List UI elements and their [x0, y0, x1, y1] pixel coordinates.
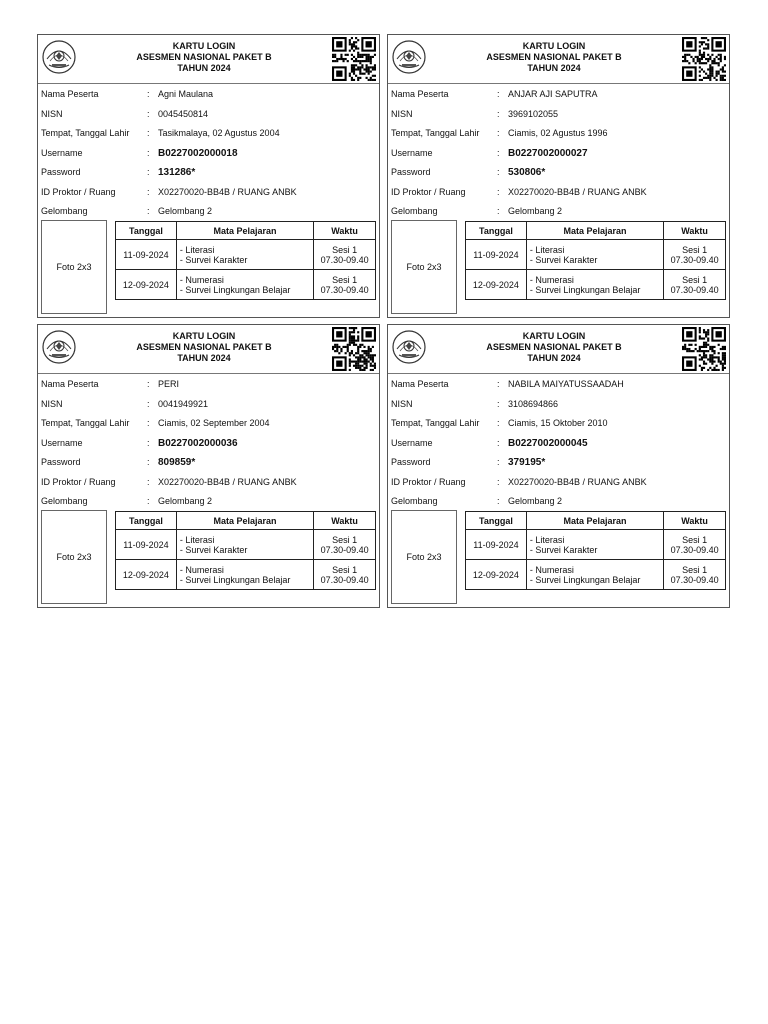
field-label: Tempat, Tanggal Lahir [41, 418, 130, 428]
field-value-wave: Gelombang 2 [508, 206, 563, 216]
login-card [37, 34, 380, 318]
subject-line: - Literasi [179, 244, 215, 255]
field-colon: : [147, 398, 150, 409]
subject-line: - Numerasi [529, 564, 574, 575]
field-value-nisn: 0045450814 [158, 108, 209, 119]
title-line: KARTU LOGIN [172, 41, 236, 51]
field-wave [391, 202, 727, 222]
field-value-password: 379195* [508, 457, 546, 468]
schedule-row [466, 270, 726, 300]
photo-placeholder [41, 510, 107, 604]
subject-line: - Numerasi [179, 564, 224, 575]
field-wave [41, 202, 377, 222]
field-username [391, 144, 727, 164]
schedule-row [116, 530, 376, 560]
field-value-wave: Gelombang 2 [508, 496, 563, 506]
field-value-name: PERI [158, 379, 180, 389]
field-colon: : [147, 108, 150, 119]
field-value-password: 131286* [158, 167, 196, 178]
tut-wuri-handayani-logo-icon [41, 329, 77, 365]
field-colon: : [497, 186, 500, 197]
field-label: Nama Peserta [391, 89, 449, 99]
title-line: ASESMEN NASIONAL PAKET B [486, 342, 622, 352]
subject-line: - Survei Karakter [179, 254, 248, 265]
time-line: 07.30-09.40 [670, 574, 719, 585]
photo-label: Foto 2x3 [406, 262, 442, 272]
qr-code-icon [682, 37, 726, 81]
field-value-password: 809859* [158, 457, 196, 468]
time-line: 07.30-09.40 [320, 254, 369, 265]
schedule-date: 12-09-2024 [466, 270, 527, 300]
field-username [41, 144, 377, 164]
field-value-wave: Gelombang 2 [158, 496, 213, 506]
schedule-header-row [466, 222, 726, 240]
field-nisn [41, 395, 377, 415]
card-header [388, 325, 729, 374]
field-value-birth: Ciamis, 02 Agustus 1996 [508, 128, 608, 138]
participant-fields [41, 85, 377, 222]
schedule-time [314, 270, 376, 300]
photo-placeholder [391, 220, 457, 314]
field-value-nisn: 3969102055 [508, 108, 559, 119]
field-colon: : [147, 379, 150, 389]
schedule-time [664, 560, 726, 590]
login-card [387, 324, 730, 608]
field-value-nisn: 0041949921 [158, 398, 209, 409]
card-header [388, 35, 729, 84]
title-line: TAHUN 2024 [527, 353, 581, 363]
card-header [38, 35, 379, 84]
schedule-header: Tanggal [116, 222, 177, 240]
field-value-proctor: X02270020-BB4B / RUANG ANBK [158, 186, 297, 197]
schedule-subjects [526, 270, 663, 300]
schedule-header: Mata Pelajaran [176, 222, 313, 240]
field-colon: : [497, 167, 500, 177]
schedule-header: Tanggal [466, 222, 527, 240]
field-value-password: 530806* [508, 167, 546, 178]
field-label: Password [41, 457, 81, 467]
field-label: NISN [391, 108, 413, 119]
schedule-time [664, 530, 726, 560]
schedule-time [314, 240, 376, 270]
subject-line: - Numerasi [529, 274, 574, 285]
field-label: Gelombang [41, 496, 88, 506]
schedule-row [466, 530, 726, 560]
tut-wuri-handayani-logo-icon [391, 329, 427, 365]
field-birth [391, 124, 727, 144]
title-line: TAHUN 2024 [177, 63, 231, 73]
schedule-header: Waktu [314, 512, 376, 530]
schedule-table [465, 221, 726, 300]
schedule-date: 11-09-2024 [466, 240, 527, 270]
field-label: Username [41, 147, 83, 158]
schedule-subjects [176, 270, 313, 300]
schedule-time [314, 560, 376, 590]
card-header [38, 325, 379, 374]
field-birth [391, 414, 727, 434]
field-colon: : [497, 457, 500, 467]
field-value-wave: Gelombang 2 [158, 206, 213, 216]
field-label: NISN [41, 398, 63, 409]
field-name [41, 85, 377, 105]
title-line: KARTU LOGIN [172, 331, 236, 341]
field-colon: : [147, 89, 150, 99]
field-label: NISN [391, 398, 413, 409]
participant-fields [41, 375, 377, 512]
schedule-header: Tanggal [116, 512, 177, 530]
title-line: KARTU LOGIN [522, 331, 586, 341]
schedule-time [664, 240, 726, 270]
card-title [448, 331, 660, 364]
field-colon: : [497, 206, 500, 216]
subject-line: - Survei Karakter [529, 254, 598, 265]
card-title [448, 41, 660, 74]
field-birth [41, 414, 377, 434]
schedule-row [466, 240, 726, 270]
schedule-header-row [116, 222, 376, 240]
schedule-subjects [176, 530, 313, 560]
field-value-username: B0227002000045 [508, 437, 588, 449]
schedule-date: 11-09-2024 [116, 240, 177, 270]
field-label: Nama Peserta [41, 89, 99, 99]
time-line: Sesi 1 [332, 534, 358, 545]
time-line: Sesi 1 [332, 244, 358, 255]
field-value-proctor: X02270020-BB4B / RUANG ANBK [158, 476, 297, 487]
card-title [98, 331, 310, 364]
field-colon: : [147, 418, 150, 428]
schedule-header: Mata Pelajaran [176, 512, 313, 530]
field-proctor [41, 183, 377, 203]
field-colon: : [497, 128, 500, 138]
login-card [37, 324, 380, 608]
subject-line: - Survei Karakter [179, 544, 248, 555]
schedule-header: Waktu [314, 222, 376, 240]
field-colon: : [147, 476, 150, 487]
field-colon: : [147, 147, 150, 158]
title-line: KARTU LOGIN [522, 41, 586, 51]
schedule-date: 11-09-2024 [116, 530, 177, 560]
time-line: Sesi 1 [332, 564, 358, 575]
schedule-row [116, 270, 376, 300]
participant-fields [391, 375, 727, 512]
field-name [391, 85, 727, 105]
field-colon: : [497, 398, 500, 409]
field-value-birth: Tasikmalaya, 02 Agustus 2004 [158, 128, 280, 138]
subject-line: - Survei Lingkungan Belajar [529, 284, 641, 295]
field-value-birth: Ciamis, 02 September 2004 [158, 418, 270, 428]
field-wave [41, 492, 377, 512]
field-label: NISN [41, 108, 63, 119]
photo-placeholder [41, 220, 107, 314]
photo-label: Foto 2x3 [406, 552, 442, 562]
participant-fields [391, 85, 727, 222]
field-nisn [391, 105, 727, 125]
field-colon: : [147, 496, 150, 506]
field-label: Tempat, Tanggal Lahir [391, 418, 480, 428]
field-value-birth: Ciamis, 15 Oktober 2010 [508, 418, 608, 428]
time-line: 07.30-09.40 [670, 254, 719, 265]
field-colon: : [497, 476, 500, 487]
field-colon: : [497, 437, 500, 448]
photo-placeholder [391, 510, 457, 604]
schedule-date: 11-09-2024 [466, 530, 527, 560]
field-label: Username [391, 147, 433, 158]
schedule-date: 12-09-2024 [116, 270, 177, 300]
title-line: TAHUN 2024 [177, 353, 231, 363]
field-colon: : [497, 108, 500, 119]
field-username [391, 434, 727, 454]
field-value-username: B0227002000018 [158, 147, 238, 159]
field-colon: : [497, 418, 500, 428]
tut-wuri-handayani-logo-icon [391, 39, 427, 75]
time-line: 07.30-09.40 [320, 544, 369, 555]
schedule-header: Waktu [664, 222, 726, 240]
login-card [387, 34, 730, 318]
tut-wuri-handayani-logo-icon [41, 39, 77, 75]
field-value-name: NABILA MAIYATUSSAADAH [508, 379, 624, 389]
schedule-header-row [466, 512, 726, 530]
field-username [41, 434, 377, 454]
field-label: ID Proktor / Ruang [41, 186, 116, 197]
schedule-table [115, 221, 376, 300]
schedule-header: Waktu [664, 512, 726, 530]
field-label: Password [391, 167, 431, 177]
title-line: ASESMEN NASIONAL PAKET B [486, 52, 622, 62]
subject-line: - Literasi [529, 534, 565, 545]
qr-code-icon [332, 37, 376, 81]
qr-code-icon [682, 327, 726, 371]
field-label: ID Proktor / Ruang [391, 186, 466, 197]
field-password [41, 453, 377, 473]
field-colon: : [147, 457, 150, 467]
time-line: Sesi 1 [682, 274, 708, 285]
field-value-nisn: 3108694866 [508, 398, 559, 409]
field-label: Password [391, 457, 431, 467]
schedule-subjects [526, 530, 663, 560]
field-label: Password [41, 167, 81, 177]
field-colon: : [497, 89, 500, 99]
field-value-username: B0227002000036 [158, 437, 238, 449]
schedule-header: Tanggal [466, 512, 527, 530]
time-line: Sesi 1 [332, 274, 358, 285]
field-label: ID Proktor / Ruang [391, 476, 466, 487]
field-colon: : [147, 128, 150, 138]
field-colon: : [497, 147, 500, 158]
schedule-row [116, 560, 376, 590]
subject-line: - Literasi [529, 244, 565, 255]
subject-line: - Literasi [179, 534, 215, 545]
field-password [41, 163, 377, 183]
schedule-header-row [116, 512, 376, 530]
field-colon: : [497, 496, 500, 506]
subject-line: - Survei Karakter [529, 544, 598, 555]
title-line: ASESMEN NASIONAL PAKET B [136, 342, 272, 352]
title-line: TAHUN 2024 [527, 63, 581, 73]
schedule-table [465, 511, 726, 590]
schedule-header: Mata Pelajaran [526, 512, 663, 530]
field-name [391, 375, 727, 395]
schedule-subjects [526, 240, 663, 270]
schedule-table [115, 511, 376, 590]
schedule-subjects [176, 560, 313, 590]
field-label: Nama Peserta [41, 379, 99, 389]
time-line: Sesi 1 [682, 564, 708, 575]
field-label: ID Proktor / Ruang [41, 476, 116, 487]
field-wave [391, 492, 727, 512]
field-label: Gelombang [391, 496, 438, 506]
schedule-subjects [176, 240, 313, 270]
time-line: 07.30-09.40 [320, 574, 369, 585]
field-password [391, 453, 727, 473]
field-colon: : [147, 167, 150, 177]
field-proctor [391, 183, 727, 203]
field-label: Tempat, Tanggal Lahir [41, 128, 130, 138]
time-line: Sesi 1 [682, 534, 708, 545]
time-line: 07.30-09.40 [320, 284, 369, 295]
schedule-header: Mata Pelajaran [526, 222, 663, 240]
schedule-row [116, 240, 376, 270]
subject-line: - Numerasi [179, 274, 224, 285]
title-line: ASESMEN NASIONAL PAKET B [136, 52, 272, 62]
field-value-name: ANJAR AJI SAPUTRA [508, 89, 598, 99]
field-colon: : [147, 206, 150, 216]
time-line: 07.30-09.40 [670, 544, 719, 555]
field-colon: : [147, 437, 150, 448]
field-nisn [41, 105, 377, 125]
photo-label: Foto 2x3 [56, 552, 92, 562]
subject-line: - Survei Lingkungan Belajar [529, 574, 641, 585]
field-colon: : [147, 186, 150, 197]
field-label: Gelombang [391, 206, 438, 216]
schedule-date: 12-09-2024 [116, 560, 177, 590]
field-name [41, 375, 377, 395]
field-value-name: Agni Maulana [158, 89, 214, 99]
subject-line: - Survei Lingkungan Belajar [179, 574, 291, 585]
field-proctor [41, 473, 377, 493]
field-label: Username [391, 437, 433, 448]
schedule-time [314, 530, 376, 560]
field-value-proctor: X02270020-BB4B / RUANG ANBK [508, 186, 647, 197]
subject-line: - Survei Lingkungan Belajar [179, 284, 291, 295]
field-label: Username [41, 437, 83, 448]
schedule-date: 12-09-2024 [466, 560, 527, 590]
field-nisn [391, 395, 727, 415]
field-label: Nama Peserta [391, 379, 449, 389]
field-password [391, 163, 727, 183]
field-proctor [391, 473, 727, 493]
card-title [98, 41, 310, 74]
field-value-username: B0227002000027 [508, 147, 588, 159]
field-colon: : [497, 379, 500, 389]
field-label: Gelombang [41, 206, 88, 216]
field-value-proctor: X02270020-BB4B / RUANG ANBK [508, 476, 647, 487]
photo-label: Foto 2x3 [56, 262, 92, 272]
schedule-subjects [526, 560, 663, 590]
schedule-time [664, 270, 726, 300]
field-birth [41, 124, 377, 144]
schedule-row [466, 560, 726, 590]
qr-code-icon [332, 327, 376, 371]
time-line: 07.30-09.40 [670, 284, 719, 295]
field-label: Tempat, Tanggal Lahir [391, 128, 480, 138]
time-line: Sesi 1 [682, 244, 708, 255]
